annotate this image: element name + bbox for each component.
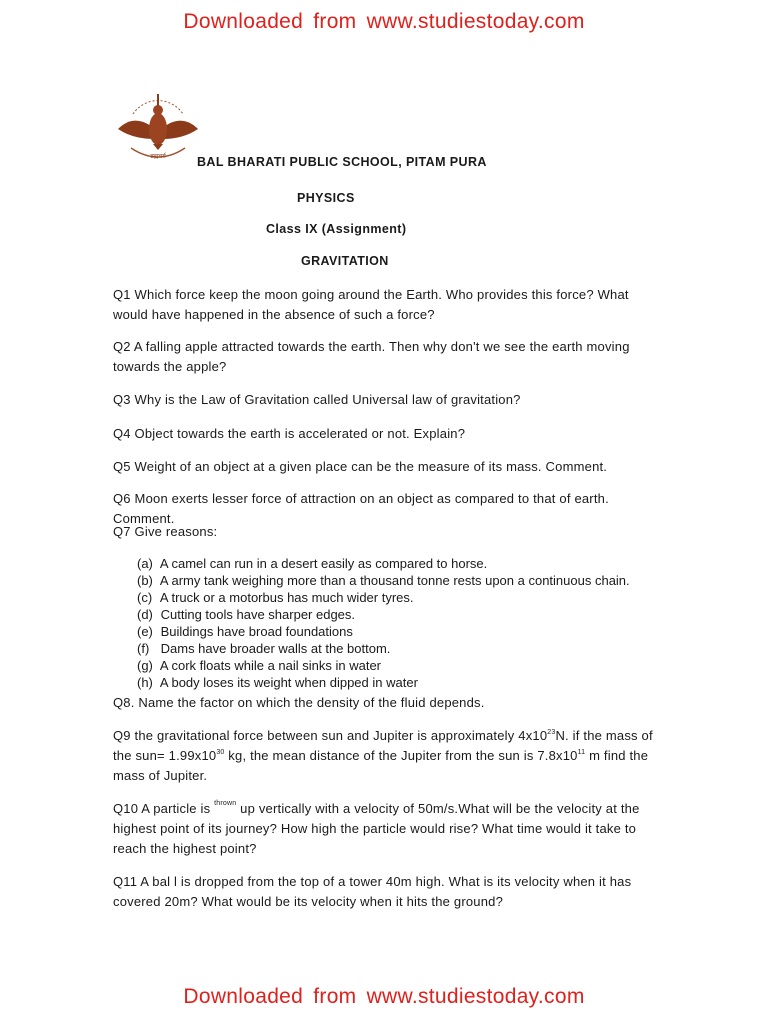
- question-5: Q5 Weight of an object at a given place can be the measure of its mass. Comment.: [113, 459, 608, 474]
- question-1: Q1 Which force keep the moon going around the Earth. Who provides this force? What would have happened in the absence of such a force?: [113, 287, 629, 322]
- question-4: Q4 Object towards the earth is accelerated or not. Explain?: [113, 426, 466, 441]
- question-9: Q9 the gravitational force between sun and Jupiter is approximately $4x10^{23}N$. if the mass of the $sun= 1.99x10^{30}$ kg, the mean distance of the Jupiter from the sun is $7.8x10^{11}$ m find the mass of Jupiter.: [113, 728, 653, 783]
- question-7: Q7 Give reasons:: [113, 524, 218, 539]
- question-2: Q2 A falling apple attracted towards the earth. Then why don't we see the earth moving towards the apple?: [113, 339, 630, 374]
- crest-motto: ब्रह्मचर्य: [150, 153, 166, 160]
- reason-item: (a) A camel can run in a desert easily as compared to horse.: [137, 556, 488, 571]
- question-8: Q8. Name the factor on which the density of the fluid depends.: [113, 695, 485, 710]
- reason-item: (h) A body loses its weight when dipped in water: [137, 675, 418, 690]
- reason-item: (c) A truck or a motorbus has much wider tyres.: [137, 590, 414, 605]
- reason-item: (g) A cork floats while a nail sinks in water: [137, 658, 382, 673]
- topic-title: GRAVITATION: [301, 254, 389, 268]
- reason-item: (d) Cutting tools have sharper edges.: [137, 607, 356, 622]
- reason-item: (e) Buildings have broad foundations: [137, 624, 353, 639]
- download-banner-top: Downloaded from www.studiestoday.com: [183, 10, 585, 33]
- school-crest-logo: [113, 84, 203, 172]
- question-11: Q11 A bal l is dropped from the top of a tower 40m high. What is its velocity when it has covered 20m? What would be its velocity when it hits the ground?: [113, 874, 632, 909]
- reason-item: (b) A army tank weighing more than a thousand tonne rests upon a continuous chain.: [137, 573, 630, 588]
- school-name: BAL BHARATI PUBLIC SCHOOL, PITAM PURA: [197, 155, 487, 169]
- question-10: Q10 A particle is $^{thrown}$ up vertically with a velocity of 50m/s.What will be the velocity at the highest point of its journey? How high the particle would rise? What time would it take to reach the highest point?: [113, 800, 640, 856]
- question-6: Q6 Moon exerts lesser force of attraction on an object as compared to that of earth. Comment.: [113, 491, 609, 526]
- subject-title: PHYSICS: [297, 191, 355, 205]
- question-3: Q3 Why is the Law of Gravitation called Universal law of gravitation?: [113, 392, 521, 407]
- reason-item: (f) Dams have broader walls at the bottom.: [137, 641, 391, 656]
- class-line: Class IX (Assignment): [266, 222, 407, 236]
- reasons-list: [137, 555, 630, 691]
- download-banner-bottom: Downloaded from www.studiestoday.com: [183, 985, 585, 1008]
